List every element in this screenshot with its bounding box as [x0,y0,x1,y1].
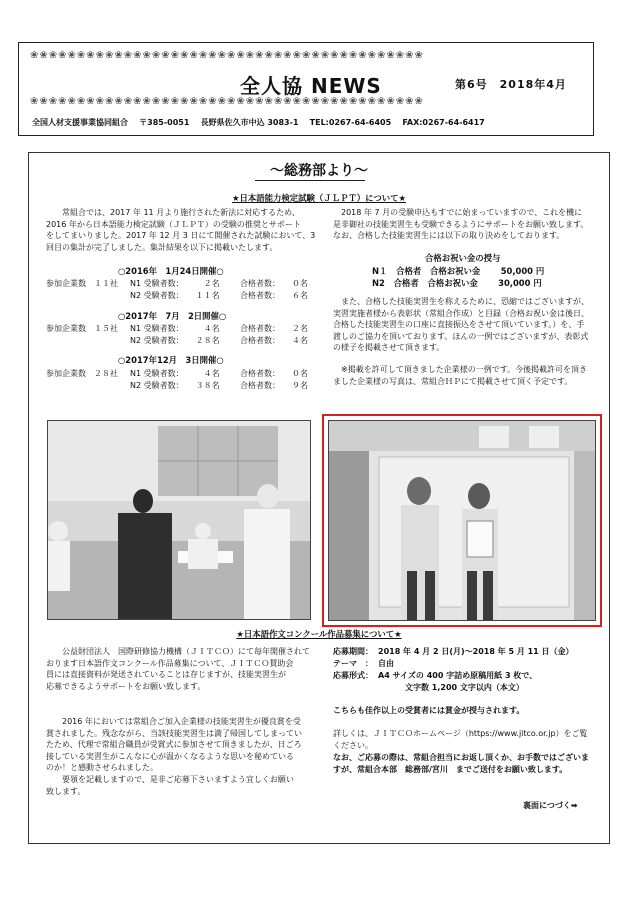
essay-prize-note: こちらも佳作以上の受賞者には賞金が授与されます。 [333,706,525,715]
essay-heading: ★日本語作文コンクール作品募集について★ [236,629,402,639]
essay-format-label: 応募形式： [333,671,373,680]
session-n1-applicants: N1 受験者数： ２名 [130,279,220,288]
prize-level: N１ [372,266,388,276]
jlpt-heading: ★日本語能力検定試験（ＪＬＰＴ）について★ [232,193,406,203]
address: 長野県佐久市中込 3083-1 [200,118,299,127]
ceremony-photo-left [47,420,311,620]
issue-number: 第6号 2018年4月 [455,78,567,91]
prize-row-n2 [372,277,542,289]
organization-name: 全国人材支援事業協同組合 [32,118,128,127]
flower-border-top: ❀❀❀❀❀❀❀❀❀❀❀❀❀❀❀❀❀❀❀❀❀❀❀❀❀❀❀❀❀❀❀❀❀❀❀❀❀❀❀❀❀❀ [30,50,424,61]
session-n2-passed: 合格者数： ６名 [240,291,308,300]
prize-row-n1 [372,265,544,277]
session-companies: 参加企業数 ２８社 [46,369,118,378]
jlpt-ceremony-paragraph: また、合格した技能実習生を称えるために、恐縮ではございますが、 実習実施者様から表彰状（常組合作成）と目録（合格お祝い金は後日、 合格した技能実習生の口座に直接振込をさせて頂いています。）を、手 渡しのご協力を頂いております。ほんの一例ではございますが、表彰式 の様子を掲載させて頂きます。 [333,297,589,353]
prize-money-label: 合格お祝い金 [427,278,478,288]
essay-award-paragraph: 2016 年においては常組合ご加入企業様の技能実習生が優良賞を受 賞されました。残念ながら、当該技能実習生は満了帰国してしまってい たため、代理で常組合職員が受賞式に参加させて頂きましたが、日ごろ 接している実習生がこんなに心が温かくなるような思いを秘めている のか！と感動させられました。 要領を記載しますので、是非ご応募下さいますよう宜しくお願い 致します。 [46,717,302,796]
jlpt-application-paragraph: 2018 年 7 月の受験申込もすでに始まっていますので、これを機に 是非御社の技能実習生も受験できるようにサポートをお願い致します。 なお、合格した技能実習生には以下の取り決めをしております。 [333,208,589,241]
section-title: ～総務部より～ [270,163,368,179]
prize-money-label: 合格お祝い金 [430,266,481,276]
session-n2-passed: 合格者数： ９名 [240,381,308,390]
continued-on-back-note: 裏面につづく➡ [523,801,578,810]
prize-label: 合格者 [393,278,419,288]
session-n1-passed: 合格者数： ０名 [240,279,308,288]
prize-level: N2 [372,278,385,288]
fax-number: FAX:0267-64-6417 [402,118,485,127]
session-companies: 参加企業数 １５社 [46,324,118,333]
essay-theme-label: テーマ ： [333,659,373,668]
newsletter-title: 全人協 NEWS [240,74,382,98]
essay-format-value: A4 サイズの 400 字詰め原稿用紙 3 枚で、 [378,671,538,680]
session-n2-passed: 合格者数： ４名 [240,336,308,345]
session-label: ○2017年12月 3日開催○ [118,355,224,365]
ceremony-photo-left-image [48,421,310,619]
session-n2-applicants: N2 受験者数： ２８名 [130,336,220,345]
ceremony-photo-right [328,420,596,621]
ceremony-photo-right-image [329,421,595,620]
session-n1-applicants: N1 受験者数： ４名 [130,324,220,333]
flower-border-bottom: ❀❀❀❀❀❀❀❀❀❀❀❀❀❀❀❀❀❀❀❀❀❀❀❀❀❀❀❀❀❀❀❀❀❀❀❀❀❀❀❀❀❀ [30,96,424,107]
session-n2-applicants: N2 受験者数： １１名 [130,291,220,300]
essay-intro-paragraph: 公益財団法人 国際研修協力機構（ＪＩＴＣＯ）にて毎年開催されて おります日本語作文コンクール作品募集について、ＪＩＴＣＯ賛助会 員には直接資料が発送されていることは存じますが、技能実習生が 応募できるようサポートをお願い致します。 [46,647,310,691]
session-n2-applicants: N2 受験者数： ３８名 [130,381,220,390]
essay-contact-paragraph: なお、ご応募の際は、常組合担当にお返し頂くか、お手数ではございま すが、常組合本部 総務部/宮川 までご送付をお願い致します。 [333,753,589,774]
prize-amount: 30,000 円 [498,278,542,288]
prize-amount: 50,000 円 [500,266,545,276]
essay-period-label: 応募期間： [333,647,373,656]
essay-period-value: 2018 年 4 月 2 日(月)～2018 年 5 月 11 日（金） [378,647,574,656]
session-companies: 参加企業数 １１社 [46,279,118,288]
jlpt-photo-note: ※掲載を許可して頂きました企業様の一例です。今後掲載許可を頂き ました企業様の写真は、常組合ＨＰにて掲載させて頂く予定です。 [333,365,588,386]
jlpt-intro-paragraph: 常組合では、2017 年 11 月より施行された新法に対応するため、 2016 年から日本語能力検定試験（ＪＬＰＴ）の受験の推奨とサポート をしてまいりました。2017 年 12 月 3 日にて開催された試験において、3 回目の集計が完了しました。集計結果を以下に掲載いたします。 [46,208,316,252]
postal-code: 〒385-0051 [139,118,190,127]
section-title-underline [255,180,365,181]
organization-line [32,117,485,128]
essay-format-value-2: 文字数 1,200 文字以内（本文） [405,683,524,692]
prize-heading: 合格お祝い金の授与 [425,253,501,263]
essay-info-paragraph: 詳しくは、ＪＩＴＣＯホームページ（https://www.jitco.or.jp）をご覧 ください。 [333,729,588,750]
tel-number: TEL:0267-64-6405 [309,118,392,127]
ceremony-photo-right-frame [322,414,602,627]
session-n1-passed: 合格者数： ２名 [240,324,308,333]
prize-label: 合格者 [396,266,422,276]
session-label: ○2016年 1月24日開催○ [118,266,224,276]
essay-theme-value: 自由 [378,659,394,668]
session-n1-applicants: N1 受験者数： ４名 [130,369,220,378]
session-label: ○2017年 7月 2日開催○ [118,311,227,321]
session-n1-passed: 合格者数： ０名 [240,369,308,378]
